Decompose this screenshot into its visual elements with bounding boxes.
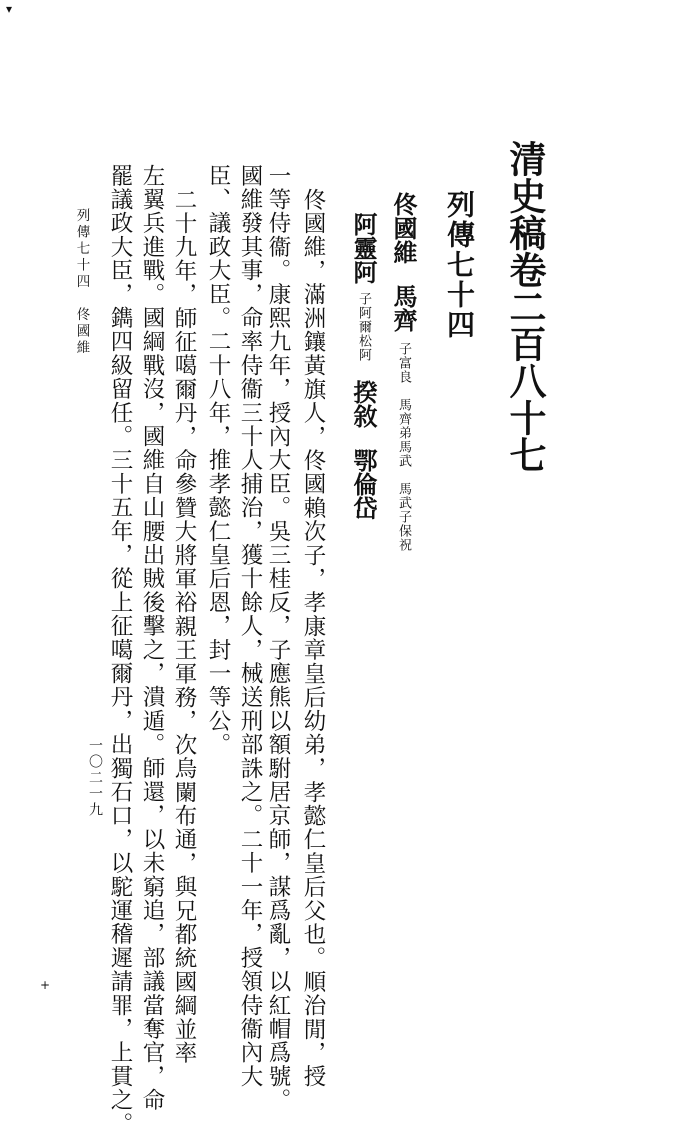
volume-title: 清史稿卷二百八十七: [503, 140, 547, 473]
body-line-1: 佟國維，滿洲鑲黃旗人，佟國賴次子，孝康章皇后幼弟，孝懿仁皇后父也。順治閒，授: [300, 188, 326, 1089]
roster-name-kui-xu: 揆敘: [349, 380, 378, 428]
scan-mark-top: ▾: [6, 2, 13, 16]
roster-sub-ma-qi-relatives: 子富良 馬齊弟馬武 馬武子保祝: [396, 342, 411, 552]
roster-column-1: [389, 192, 418, 552]
roster-name-a-lingga: 阿靈阿: [349, 212, 378, 284]
roster-sub-a-lingga-son: 子阿爾松阿: [356, 292, 371, 362]
body-line-5: 二十九年，師征噶爾丹，命參贊大將軍裕親王軍務，次烏闌布通，與兄都統國綱並率: [171, 188, 197, 1065]
body-line-2: 一等侍衞。康熙九年，授內大臣。吳三桂反，子應熊以額駙居京師，謀爲亂，以紅帽爲號。: [265, 164, 291, 1112]
roster-name-ma-qi: 馬齊: [389, 284, 418, 332]
chapter-heading: 列傳七十四: [443, 190, 476, 340]
running-footer: 列傳七十四 佟國維: [73, 208, 90, 357]
page-number: 一〇二一九: [87, 738, 103, 818]
body-line-4: 臣、議政大臣。二十八年，推孝懿仁皇后恩，封一等公。: [205, 164, 231, 757]
body-line-7: 罷議政大臣，鐫四級留任。三十五年，從上征噶爾丹，出獨石口，以駝運稽遲請罪，上貫之。: [107, 164, 133, 1136]
roster-column-2: [349, 212, 378, 520]
scan-mark-bottom: +: [40, 978, 51, 992]
roster-name-tong-guowei: 佟國維: [389, 192, 418, 264]
body-line-3: 國維發其事，命率侍衞三十人捕治，獲十餘人，械送刑部誅之。二十一年，授領侍衞內大: [237, 164, 263, 1089]
roster-name-e-lundai: 鄂倫岱: [349, 448, 378, 520]
body-line-6: 左翼兵進戰。國綱戰沒，國維自山腰出賊後擊之，潰遁。師還，以未窮追，部議當奪官，命: [139, 164, 165, 1112]
